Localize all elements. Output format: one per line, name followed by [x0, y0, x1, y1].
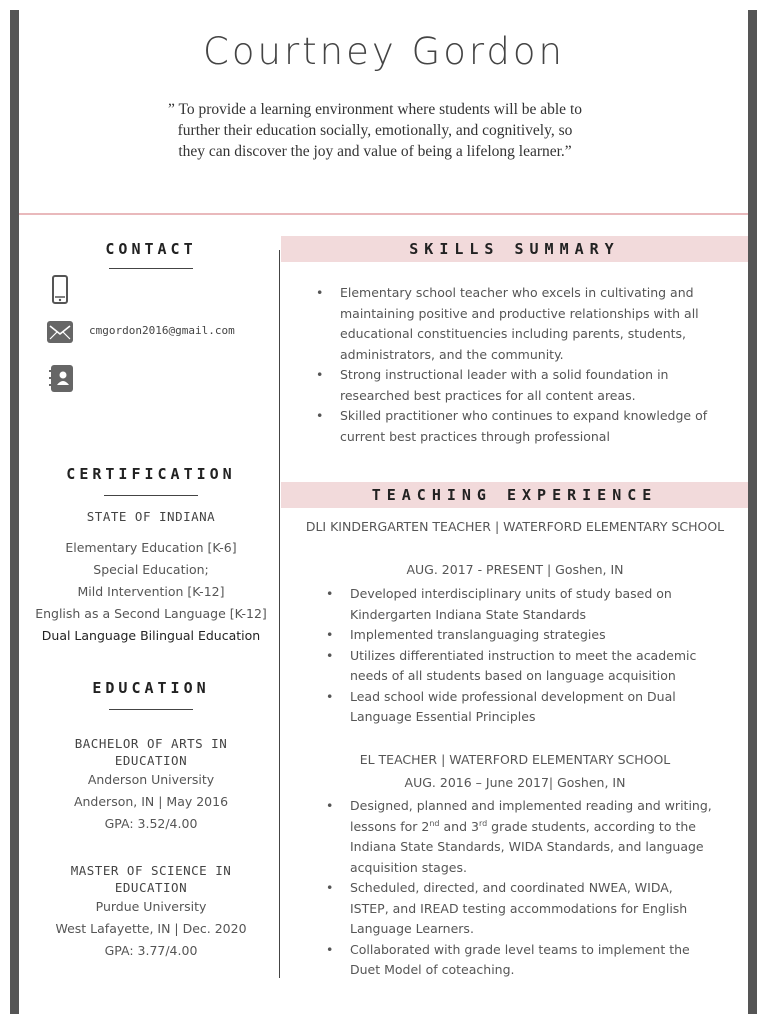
certification-item: Special Education; [93, 562, 209, 577]
job-bullet [320, 796, 715, 878]
degree-school: Purdue University [95, 899, 207, 914]
contact-underline [109, 268, 193, 269]
header-divider [19, 213, 748, 215]
job-bullets [320, 584, 715, 728]
right-border-bar [748, 10, 757, 1014]
experience-heading: TEACHING EXPERIENCE [281, 482, 748, 508]
skills-list [310, 283, 710, 447]
job-bullet: • Developed interdisciplinary units of study based on Kindergarten Indiana State Standards [320, 584, 715, 625]
skills-list-container [310, 283, 710, 447]
bullet-text: Designed, planned and implemented reading and writing, lessons for 2 [350, 798, 712, 834]
job-dates: AUG. 2017 - PRESENT | Goshen, IN [406, 562, 624, 577]
bullet-text: grade students, according to the Indiana State Standards, WIDA Standards, and language acquisition stages. [350, 818, 704, 875]
contact-heading: CONTACT [105, 240, 197, 258]
job-bullets-container [320, 584, 715, 728]
job-bullets-container [320, 796, 715, 981]
job-title: DLI KINDERGARTEN TEACHER | WATERFORD ELEMENTARY SCHOOL [305, 519, 725, 534]
contact-email: cmgordon2016@gmail.com [89, 324, 235, 337]
degree-title-line: EDUCATION [114, 880, 188, 895]
job-bullet: • Implemented translanguaging strategies [320, 625, 715, 646]
certification-item: Mild Intervention [K-12] [77, 584, 225, 599]
degree-title-line: BACHELOR OF ARTS IN [74, 736, 228, 751]
education-section [20, 679, 282, 962]
degree-school: Anderson University [87, 772, 215, 787]
degree-place-date: West Lafayette, IN | Dec. 2020 [55, 921, 247, 936]
degree-title [20, 862, 282, 896]
certification-section [20, 465, 282, 647]
degree-place-date: Anderson, IN | May 2016 [73, 794, 229, 809]
education-underline [109, 709, 193, 710]
education-heading: EDUCATION [92, 679, 210, 697]
job-bullet: • Scheduled, directed, and coordinated NWEA, WIDA, ISTEP, and IREAD testing accommodations for English Language Learners. [320, 878, 715, 940]
skill-item: • Skilled practitioner who continues to expand knowledge of current best practices through professional [310, 406, 710, 447]
address-book-icon [49, 364, 75, 388]
degree-title-line: EDUCATION [114, 753, 188, 768]
job-bullet: • Utilizes differentiated instruction to meet the academic needs of all students based on language acquisition [320, 646, 715, 687]
degree-gpa: GPA: 3.52/4.00 [104, 816, 198, 831]
job-bullet: • Collaborated with grade level teams to implement the Duet Model of coteaching. [320, 940, 715, 981]
left-border-bar [10, 10, 19, 1014]
ordinal-suffix: rd [478, 818, 488, 828]
skills-heading: SKILLS SUMMARY [281, 236, 748, 262]
phone-icon [47, 275, 73, 299]
degree-title [20, 735, 282, 769]
job-bullet: • Lead school wide professional development on Dual Language Essential Principles [320, 687, 715, 728]
certification-item: Elementary Education [K-6] [65, 540, 237, 555]
ordinal-suffix: nd [429, 818, 440, 828]
degree-details [20, 769, 282, 835]
certification-underline [104, 495, 198, 496]
bullet-text: and 3 [439, 818, 479, 834]
degree-details [20, 896, 282, 962]
certification-state: STATE OF INDIANA [86, 509, 216, 524]
certification-item: English as a Second Language [K-12] [35, 606, 267, 621]
degree-gpa: GPA: 3.77/4.00 [104, 943, 198, 958]
degree-entry [20, 735, 282, 835]
skill-item: • Elementary school teacher who excels in cultivating and maintaining positive and productive relationships with all educational constituencies including parents, students, administrators, and the community. [310, 283, 710, 365]
degree-entry [20, 862, 282, 962]
certification-heading: CERTIFICATION [66, 465, 236, 483]
contact-section [20, 240, 282, 269]
job-dates: AUG. 2016 – June 2017| Goshen, IN [404, 775, 626, 790]
job-bullets [320, 796, 715, 981]
certification-list [20, 537, 282, 647]
degree-title-line: MASTER OF SCIENCE IN [70, 863, 232, 878]
mail-icon [47, 321, 73, 345]
candidate-name: Courtney Gordon [203, 30, 565, 73]
job-title: EL TEACHER | WATERFORD ELEMENTARY SCHOOL [359, 752, 671, 767]
skill-item: • Strong instructional leader with a solid foundation in researched best practices for all content areas. [310, 365, 710, 406]
certification-item: Dual Language Bilingual Education [41, 628, 261, 643]
objective-statement: ” To provide a learning environment where students will be able to further their education socially, emotionally, and cognitively, so they can discover the joy and value of being a lifelong learner.” [168, 101, 582, 160]
